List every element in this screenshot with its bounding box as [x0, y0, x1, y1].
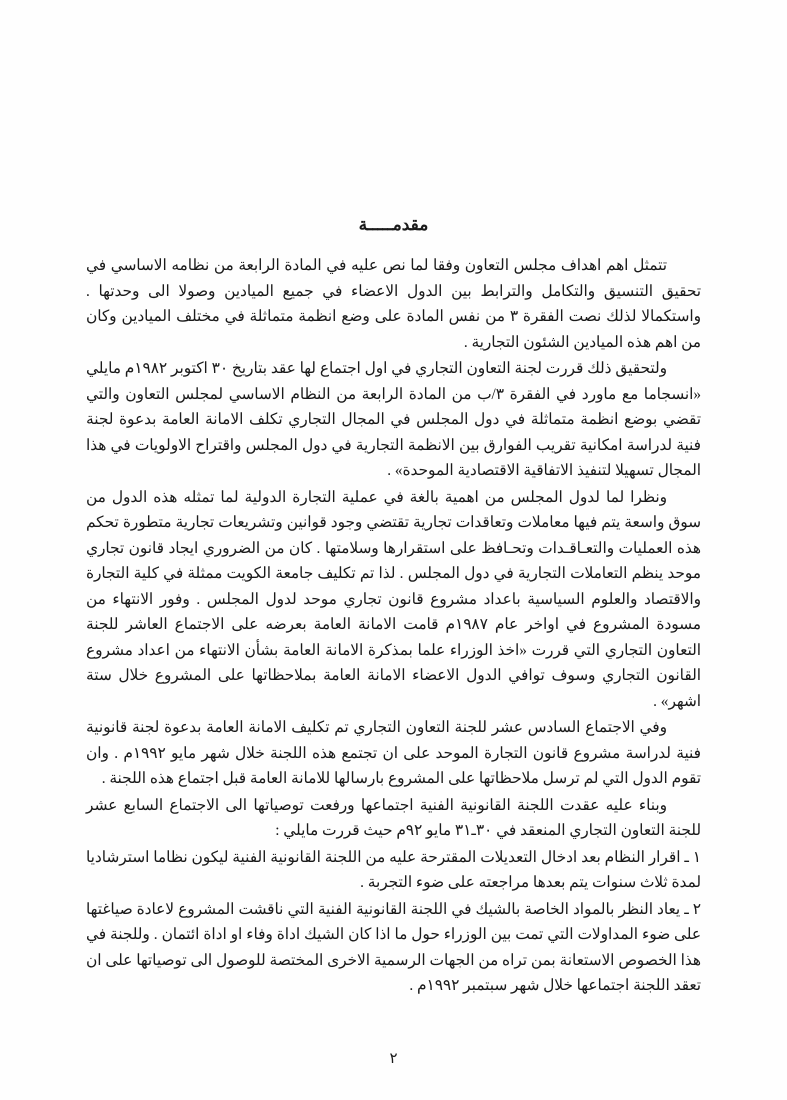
paragraph: ولتحقيق ذلك قررت لجنة التعاون التجاري في اول اجتماع لها عقد بتاريخ ٣٠ اكتوبر ١٩٨٢م مايلي «انسجاما مع ماورد في الفقرة ٣/ب من المادة الرابعة من النظام الاساسي لمجلس التعاون والتي تقضي بوضع انظمة متماثلة في دول المجلس في المجال التجاري تكلف الامانة العامة بدعوة لجنة فنية لدراسة امكانية تقريب الفوارق بين الانظمة التجارية في دول المجلس واقتراح الاولويات في هذا المجال تسهيلا لتنفيذ الاتفاقية الاقتصادية الموحدة» .	[86, 360, 701, 479]
numbered-list	[86, 845, 701, 999]
list-item: ١ ـ اقرار النظام بعد ادخال التعديلات المقترحة عليه من اللجنة القانونية الفنية ليكون نظاما استرشاديا لمدة ثلاث سنوات يتم بعدها مراجعته على ضوء التجربة .	[86, 848, 701, 891]
paragraph: وفي الاجتماع السادس عشر للجنة التعاون التجاري تم تكليف الامانة العامة بدعوة لجنة قانونية فنية لدراسة مشروع قانون التجارة الموحد على ان تجتمع هذه اللجنة خلال شهر مايو ١٩٩٢م . وان تقوم الدول التي لم ترسل ملاحظاتها على المشروع بارسالها للامانة العامة قبل اجتماع هذه اللجنة .	[86, 719, 701, 787]
page-number: ٢	[389, 1051, 398, 1067]
page-title: مقدمـــــة	[358, 215, 429, 234]
paragraph: وبناء عليه عقدت اللجنة القانونية الفنية اجتماعها ورفعت توصياتها الى الاجتماع السابع عشر للجنة التعاون التجاري المنعقد في ٣٠ـ٣١ مايو ٩٢م حيث قررت مايلي :	[86, 796, 701, 839]
list-item: ٢ ـ يعاد النظر بالمواد الخاصة بالشيك في اللجنة القانونية الفنية التي ناقشت المشروع لاعادة صياغتها على ضوء المداولات التي تمت بين الوزراء حول ما اذا كان الشيك اداة وفاء او اداة ائتمان . وللجنة في هذا الخصوص الاستعانة بمن تراه من الجهات الرسمية الاخرى المختصة للوصول الى توصياتها على ان تعقد اللجنة اجتماعها خلال شهر سبتمبر ١٩٩٢م .	[86, 900, 701, 994]
paragraph: ونظرا لما لدول المجلس من اهمية بالغة في عملية التجارة الدولية لما تمثله هذه الدول من سوق واسعة يتم فيها معاملات وتعاقدات تجارية تقتضي وجود قوانين وتشريعات تجارية متطورة تحكم هذه العمليات والتعـاقـدات وتحـافظ على استقرارها وسلامتها . كان من الضروري ايجاد قانون تجاري موحد ينظم التعاملات التجارية في دول المجلس . لذا تم تكليف جامعة الكويت ممثلة في كلية التجارة والاقتصاد والعلوم السياسية باعداد مشروع قانون تجاري موحد لدول المجلس . وفور الانتهاء من مسودة المشروع في اواخر عام ١٩٨٧م قامت الامانة العامة بعرضه على الاجتماع العاشر للجنة التعاون التجاري التي قررت «اخذ الوزراء علما بمذكرة الامانة العامة بشأن الانتهاء من اعداد مشروع القانون التجاري وسوف توافي الدول الاعضاء الامانة العامة بملاحظاتها على المشروع خلال ستة اشهر» .	[86, 488, 701, 710]
document-body	[86, 253, 701, 844]
paragraph: تتمثل اهم اهداف مجلس التعاون وفقا لما نص عليه في المادة الرابعة من نظامه الاساسي في تحقيق التنسيق والتكامل والترابط بين الدول الاعضاء في جميع الميادين وصولا الى وحدتها . واستكمالا لذلك نصت الفقرة ٣ من نفس المادة على وضع انظمة متماثلة في مختلف الميادين وكان من اهم هذه الميادين الشئون التجارية .	[86, 257, 701, 351]
